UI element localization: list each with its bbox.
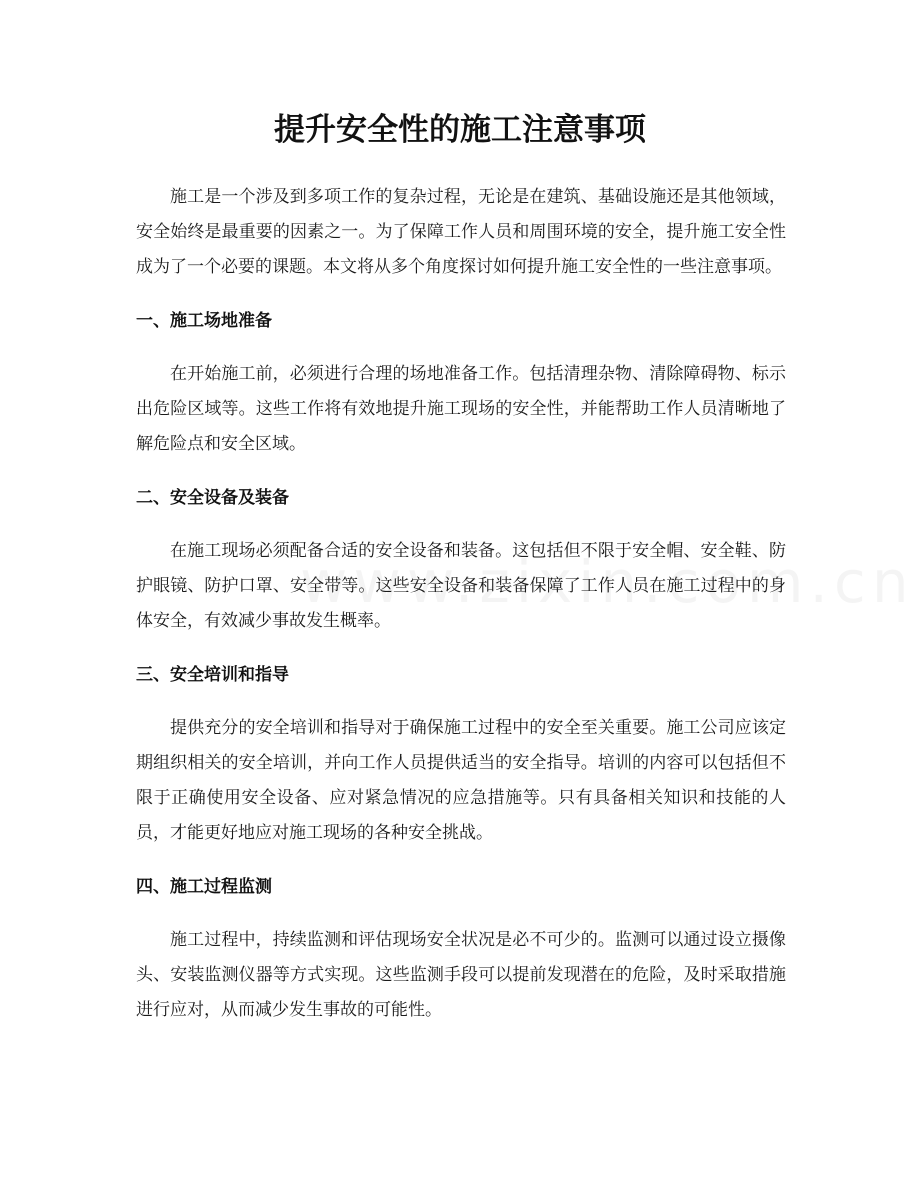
document-body: [136, 180, 786, 1028]
section-body-process-monitoring: 施工过程中，持续监测和评估现场安全状况是必不可少的。监测可以通过设立摄像头、安装监测仪器等方式实现。这些监测手段可以提前发现潜在的危险，及时采取措施进行应对，从而减少发生事故的可能性。: [136, 930, 786, 1020]
section-heading-site-preparation: 一、施工场地准备: [136, 311, 272, 331]
document-title: 提升安全性的施工注意事项: [274, 112, 646, 148]
section-body-safety-training: 提供充分的安全培训和指导对于确保施工过程中的安全至关重要。施工公司应该定期组织相关的安全培训，并向工作人员提供适当的安全指导。培训的内容可以包括但不限于正确使用安全设备、应对紧急情况的应急措施等。只有具备相关知识和技能的人员，才能更好地应对施工现场的各种安全挑战。: [136, 718, 786, 843]
section-heading-process-monitoring: 四、施工过程监测: [136, 877, 272, 897]
section-body-site-preparation: 在开始施工前，必须进行合理的场地准备工作。包括清理杂物、清除障碍物、标示出危险区域等。这些工作将有效地提升施工现场的安全性，并能帮助工作人员清晰地了解危险点和安全区域。: [136, 364, 786, 454]
intro-paragraph: 施工是一个涉及到多项工作的复杂过程，无论是在建筑、基础设施还是其他领域，安全始终是最重要的因素之一。为了保障工作人员和周围环境的安全，提升施工安全性成为了一个必要的课题。本文将从多个角度探讨如何提升施工安全性的一些注意事项。: [136, 187, 786, 277]
section-heading-safety-training: 三、安全培训和指导: [136, 665, 289, 685]
section-heading-safety-equipment: 二、安全设备及装备: [136, 488, 289, 508]
section-body-safety-equipment: 在施工现场必须配备合适的安全设备和装备。这包括但不限于安全帽、安全鞋、防护眼镜、防护口罩、安全带等。这些安全设备和装备保障了工作人员在施工过程中的身体安全，有效减少事故发生概率。: [136, 541, 786, 631]
